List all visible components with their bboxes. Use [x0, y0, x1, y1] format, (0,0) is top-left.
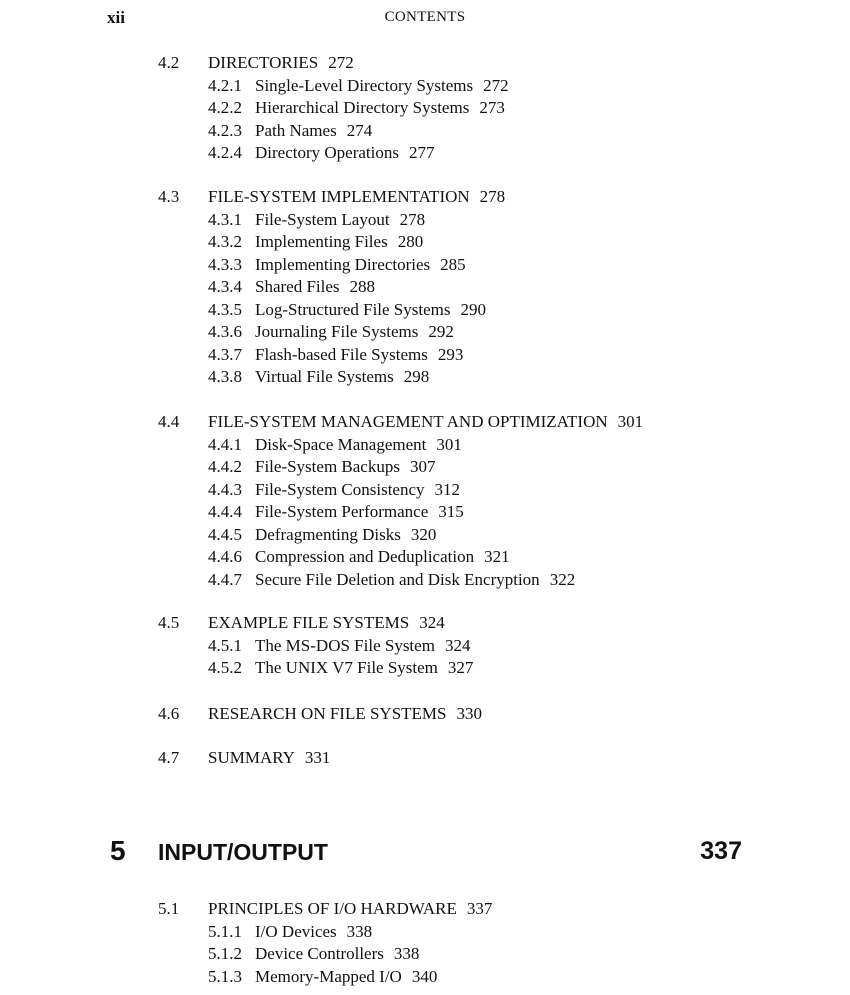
toc-section — [0, 52, 850, 165]
chapter-heading — [0, 833, 850, 869]
subsection-title: Secure File Deletion and Disk Encryption — [255, 569, 540, 589]
subsection-page: 278 — [399, 209, 426, 229]
section-number: 4.5 — [158, 613, 180, 632]
chapter-title: INPUT/OUTPUT — [158, 839, 328, 865]
subsection-page: 288 — [349, 277, 376, 296]
subsection-title: File-System Backups — [255, 457, 400, 476]
subsection-title: File-System Layout — [255, 209, 390, 229]
section-page: 324 — [419, 613, 445, 632]
toc-section — [0, 186, 850, 389]
subsection-title: Single-Level Directory Systems — [255, 75, 474, 95]
subsection-title: Virtual File Systems — [255, 367, 394, 386]
subsection-title: Implementing Files — [255, 232, 388, 251]
section-title: RESEARCH ON FILE SYSTEMS — [208, 704, 447, 723]
subsection-title: Defragmenting Disks — [255, 524, 401, 544]
subsection-number: 4.4.2 — [208, 457, 242, 476]
subsection-entry — [0, 142, 850, 165]
subsection-title: Log-Structured File Systems — [255, 299, 451, 319]
subsection-page: 312 — [434, 479, 461, 499]
subsection-title: I/O Devices — [255, 921, 337, 941]
section-number: 4.7 — [158, 748, 180, 767]
section-entry — [0, 52, 850, 75]
subsection-page: 292 — [428, 322, 454, 341]
subsection-title: Journaling File Systems — [255, 322, 419, 341]
subsection-entry — [0, 546, 850, 569]
subsection-number: 4.4.5 — [208, 524, 242, 544]
subsection-title: Implementing Directories — [255, 254, 431, 274]
subsection-entry — [0, 254, 850, 277]
subsection-page: 338 — [346, 921, 373, 941]
subsection-entry — [0, 943, 850, 966]
section-title: FILE-SYSTEM IMPLEMENTATION — [208, 187, 470, 206]
subsection-number: 5.1.1 — [208, 921, 242, 941]
subsection-page: 293 — [437, 344, 464, 364]
section-number: 4.2 — [158, 53, 180, 72]
section-number: 4.3 — [158, 187, 180, 206]
section-entry — [0, 747, 850, 770]
section-page: 337 — [466, 899, 493, 918]
subsection-entry — [0, 921, 850, 944]
subsection-number: 4.2.4 — [208, 143, 242, 162]
subsection-number: 4.3.6 — [208, 322, 242, 341]
subsection-page: 322 — [549, 569, 576, 589]
subsection-page: 338 — [393, 944, 420, 963]
subsection-page: 285 — [440, 254, 466, 274]
subsection-title: Shared Files — [255, 277, 340, 296]
toc-section — [0, 411, 850, 591]
subsection-number: 4.2.3 — [208, 120, 242, 140]
page-number: xii — [107, 8, 125, 27]
subsection-number: 4.3.4 — [208, 277, 242, 296]
subsection-number: 4.4.3 — [208, 479, 242, 499]
subsection-entry — [0, 524, 850, 547]
subsection-page: 301 — [436, 434, 462, 454]
subsection-entry — [0, 231, 850, 254]
subsection-page: 298 — [403, 367, 430, 386]
running-head — [0, 8, 850, 30]
section-page: 278 — [479, 187, 506, 206]
subsection-page: 274 — [346, 120, 373, 140]
section-number: 4.4 — [158, 412, 180, 431]
subsection-title: Compression and Deduplication — [255, 547, 475, 566]
subsection-page: 327 — [447, 658, 474, 677]
subsection-number: 5.1.2 — [208, 944, 242, 963]
subsection-title: File-System Consistency — [255, 479, 425, 499]
section-title: EXAMPLE FILE SYSTEMS — [208, 613, 410, 632]
section-entry — [0, 186, 850, 209]
subsection-entry — [0, 657, 850, 680]
subsection-number: 4.4.1 — [208, 434, 242, 454]
subsection-number: 4.4.4 — [208, 502, 242, 521]
subsection-title: Memory-Mapped I/O — [255, 966, 402, 986]
subsection-number: 4.3.2 — [208, 232, 242, 251]
toc-section — [0, 612, 850, 680]
subsection-number: 4.3.3 — [208, 254, 242, 274]
subsection-title: The UNIX V7 File System — [255, 658, 438, 677]
subsection-title: Path Names — [255, 120, 337, 140]
subsection-title: Flash-based File Systems — [255, 344, 428, 364]
subsection-number: 4.3.1 — [208, 209, 242, 229]
section-number: 5.1 — [158, 899, 180, 918]
running-head-title: CONTENTS — [384, 9, 466, 25]
subsection-page: 320 — [410, 524, 437, 544]
subsection-number: 4.3.5 — [208, 299, 242, 319]
subsection-entry — [0, 366, 850, 389]
subsection-entry — [0, 434, 850, 457]
subsection-entry — [0, 344, 850, 367]
subsection-entry — [0, 97, 850, 120]
subsection-page: 340 — [411, 966, 438, 986]
subsection-entry — [0, 276, 850, 299]
chapter-number: 5 — [110, 835, 126, 866]
subsection-title: Disk-Space Management — [255, 434, 427, 454]
section-page: 301 — [617, 412, 644, 431]
subsection-page: 273 — [479, 98, 505, 117]
section-page: 331 — [304, 748, 331, 767]
section-title: PRINCIPLES OF I/O HARDWARE — [208, 899, 457, 918]
subsection-title: The MS-DOS File System — [255, 635, 435, 655]
subsection-entry — [0, 501, 850, 524]
subsection-page: 321 — [484, 547, 510, 566]
subsection-number: 4.5.2 — [208, 658, 242, 677]
subsection-entry — [0, 299, 850, 322]
subsection-page: 272 — [483, 75, 509, 95]
subsection-page: 280 — [397, 232, 424, 251]
subsection-number: 4.2.2 — [208, 98, 242, 117]
subsection-title: Device Controllers — [255, 944, 384, 963]
subsection-number: 4.3.8 — [208, 367, 242, 386]
section-entry — [0, 612, 850, 635]
subsection-title: Directory Operations — [255, 143, 399, 162]
subsection-entry — [0, 75, 850, 98]
subsection-entry — [0, 479, 850, 502]
subsection-number: 4.5.1 — [208, 635, 242, 655]
subsection-page: 324 — [444, 635, 471, 655]
subsection-entry — [0, 456, 850, 479]
subsection-page: 315 — [438, 502, 464, 521]
subsection-title: Hierarchical Directory Systems — [255, 98, 470, 117]
subsection-entry — [0, 635, 850, 658]
subsection-number: 4.4.6 — [208, 547, 242, 566]
subsection-entry — [0, 209, 850, 232]
section-title: FILE-SYSTEM MANAGEMENT AND OPTIMIZATION — [208, 412, 608, 431]
section-number: 4.6 — [158, 704, 180, 723]
subsection-page: 290 — [460, 299, 486, 319]
section-entry — [0, 411, 850, 434]
subsection-entry — [0, 966, 850, 989]
section-title: DIRECTORIES — [208, 53, 319, 72]
subsection-entry — [0, 569, 850, 592]
toc-section — [0, 898, 850, 988]
section-page: 330 — [456, 704, 483, 723]
subsection-page: 277 — [408, 143, 435, 162]
chapter-page: 337 — [700, 837, 742, 865]
subsection-entry — [0, 321, 850, 344]
subsection-page: 307 — [409, 457, 436, 476]
section-entry — [0, 898, 850, 921]
subsection-number: 4.4.7 — [208, 569, 242, 589]
toc-section — [0, 747, 850, 770]
subsection-number: 4.2.1 — [208, 75, 242, 95]
subsection-entry — [0, 120, 850, 143]
section-title: SUMMARY — [208, 748, 295, 767]
subsection-number: 4.3.7 — [208, 344, 242, 364]
subsection-number: 5.1.3 — [208, 966, 242, 986]
section-page: 272 — [328, 53, 354, 72]
subsection-title: File-System Performance — [255, 502, 429, 521]
section-entry — [0, 703, 850, 726]
toc-section — [0, 703, 850, 726]
